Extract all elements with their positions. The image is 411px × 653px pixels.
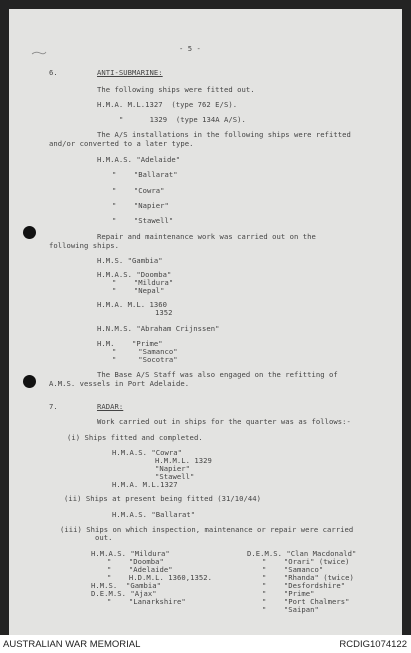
section-6-number: 6. bbox=[49, 68, 58, 77]
footer-bar bbox=[0, 635, 411, 653]
punch-hole-top bbox=[23, 226, 36, 239]
ship-list-left-item: " "Adelaide" bbox=[107, 565, 173, 574]
doc-line: (ii) Ships at present being fitted (31/10/44) bbox=[64, 494, 261, 503]
ship-list-right-item: " "Desfordshire" bbox=[262, 581, 346, 590]
doc-line: The Base A/S Staff was also engaged on the refitting of bbox=[97, 370, 338, 379]
ship-line: H.M.A.S. "Doomba" bbox=[97, 270, 172, 279]
ship-line: "Stawell" bbox=[155, 472, 195, 481]
ship-line: H.M.A.S. "Cowra" bbox=[112, 448, 183, 457]
ship-line: " "Ballarat" bbox=[112, 170, 178, 179]
ship-line: "Napier" bbox=[155, 464, 191, 473]
ship-line: " "Napier" bbox=[112, 201, 169, 210]
ship-line: " "Mildura" bbox=[112, 278, 174, 287]
ship-line: H.M.A.S. "Adelaide" bbox=[97, 155, 181, 164]
doc-line: A.M.S. vessels in Port Adelaide. bbox=[49, 379, 190, 388]
ship-line: " "Stawell" bbox=[112, 216, 174, 225]
ship-list-left-item: H.M.A.S. "Mildura" bbox=[91, 549, 170, 558]
punch-hole-bottom bbox=[23, 375, 36, 388]
doc-line: " 1329 (type 134A A/S). bbox=[119, 115, 246, 124]
pen-mark-icon bbox=[31, 50, 47, 56]
ship-line: " "Nepal" bbox=[112, 286, 165, 295]
section-7-heading: RADAR: bbox=[97, 402, 124, 411]
doc-line: Work carried out in ships for the quarter was as follows:- bbox=[97, 417, 351, 426]
doc-line: (i) Ships fitted and completed. bbox=[67, 433, 203, 442]
footer-source: AUSTRALIAN WAR MEMORIAL bbox=[3, 639, 141, 650]
doc-line: (iii) Ships on which inspection, maintenance or repair were carried bbox=[60, 525, 354, 534]
ship-line: H.M.A. M.L. 1360 bbox=[97, 300, 168, 309]
ship-line: H.M. "Prime" bbox=[97, 339, 163, 348]
ship-list-left-item: " "Lanarkshire" bbox=[107, 597, 186, 606]
ship-list-right-item: D.E.M.S. "Clan Macdonald" bbox=[247, 549, 357, 558]
doc-line: The following ships were fitted out. bbox=[97, 85, 255, 94]
ship-line: " "Samanco" bbox=[112, 347, 178, 356]
ship-line: " "Socotra" bbox=[112, 355, 178, 364]
ship-list-left-item: " H.D.M.L. 1360,1352. bbox=[107, 573, 213, 582]
ship-list-right-item: " "Port Chalmers" bbox=[262, 597, 350, 606]
doc-line: Repair and maintenance work was carried out on the bbox=[97, 232, 316, 241]
footer-id: RCDIG1074122 bbox=[339, 639, 407, 650]
ship-line: H.M.A. M.L.1327 bbox=[112, 480, 178, 489]
ship-line: " "Cowra" bbox=[112, 186, 165, 195]
doc-line: and/or converted to a later type. bbox=[49, 139, 194, 148]
ship-line: H.M.A.S. "Ballarat" bbox=[112, 510, 196, 519]
section-6-heading: ANTI-SUBMARINE: bbox=[97, 68, 163, 77]
ship-line: H.M.M.L. 1329 bbox=[155, 456, 212, 465]
doc-line: following ships. bbox=[49, 241, 120, 250]
ship-list-right-item: " "Orari" (twice) bbox=[262, 557, 350, 566]
page-number: - 5 - bbox=[179, 44, 201, 53]
ship-line: H.N.M.S. "Abraham Crijnssen" bbox=[97, 324, 220, 333]
ship-list-right-item: " "Saipan" bbox=[262, 605, 319, 614]
document-page bbox=[9, 9, 402, 635]
doc-line: out. bbox=[95, 533, 113, 542]
ship-line: 1352 bbox=[155, 308, 173, 317]
ship-list-right-item: " "Samanco" bbox=[262, 565, 324, 574]
ship-line: H.M.S. "Gambia" bbox=[97, 256, 163, 265]
section-7-number: 7. bbox=[49, 402, 58, 411]
ship-list-right-item: " "Prime" bbox=[262, 589, 315, 598]
ship-list-left-item: " "Doomba" bbox=[107, 557, 164, 566]
ship-list-left-item: D.E.M.S. "Ajax" bbox=[91, 589, 157, 598]
doc-line: The A/S installations in the following ships were refitted bbox=[97, 130, 351, 139]
doc-line: H.M.A. M.L.1327 (type 762 E/S). bbox=[97, 100, 238, 109]
ship-list-right-item: " "Rhanda" (twice) bbox=[262, 573, 354, 582]
ship-list-left-item: H.M.S. "Gambia" bbox=[91, 581, 162, 590]
